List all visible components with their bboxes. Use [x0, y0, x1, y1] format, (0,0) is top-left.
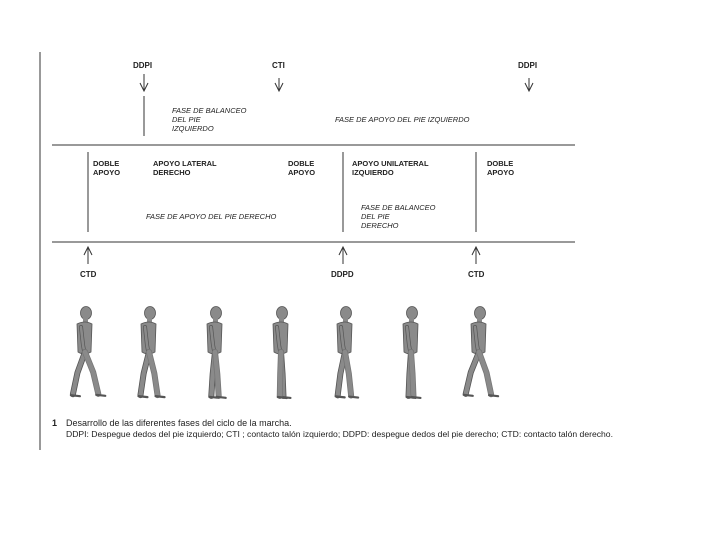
walking-figure	[336, 307, 358, 398]
arrow-down-ddpi-2	[525, 78, 533, 91]
event-label-ctd-2: CTD	[468, 270, 485, 279]
arrow-down-cti	[275, 78, 283, 91]
phase-balanceo-derecho: FASE DE BALANCEO DEL PIE DERECHO	[361, 203, 436, 230]
walking-figures-row	[71, 307, 498, 398]
event-label-ddpi-2: DDPI	[518, 61, 538, 70]
walking-figure	[403, 307, 420, 398]
arrow-up-ctd-1	[84, 247, 92, 264]
walking-figure	[464, 307, 498, 397]
event-label-ddpd: DDPD	[331, 270, 354, 279]
phase-apoyo-derecho: FASE DE APOYO DEL PIE DERECHO	[146, 212, 277, 221]
walking-figure	[207, 307, 226, 398]
walking-figure	[273, 307, 290, 398]
phase-balanceo-izquierdo: FASE DE BALANCEO DEL PIE IZQUIERDO	[172, 106, 247, 133]
caption-title: Desarrollo de las diferentes fases del ciclo de la marcha.	[66, 418, 292, 428]
label-doble-apoyo-1: DOBLE APOYO	[93, 159, 121, 177]
label-doble-apoyo-3: DOBLE APOYO	[487, 159, 515, 177]
label-doble-apoyo-2: DOBLE APOYO	[288, 159, 316, 177]
label-apoyo-unilateral-izquierdo: APOYO UNILATERAL IZQUIERDO	[352, 159, 429, 177]
arrow-up-ctd-2	[472, 247, 480, 264]
event-label-ctd-1: CTD	[80, 270, 97, 279]
walking-figure	[71, 307, 105, 397]
label-apoyo-lateral-derecho: APOYO LATERAL DERECHO	[153, 159, 217, 177]
arrow-up-ddpd	[339, 247, 347, 264]
phase-apoyo-izquierdo: FASE DE APOYO DEL PIE IZQUIERDO	[335, 115, 470, 124]
walking-figure	[138, 307, 164, 398]
event-label-ddpi-1: DDPI	[133, 61, 153, 70]
caption-number: 1	[52, 418, 58, 428]
caption-legend: DDPI: Despegue dedos del pie izquierdo; CTI ; contacto talón izquierdo; DDPD: despegue dedos del pie derecho; CTD: contacto talón derecho.	[66, 429, 613, 439]
arrow-down-ddpi-1	[140, 74, 148, 91]
event-label-cti: CTI	[272, 61, 285, 70]
